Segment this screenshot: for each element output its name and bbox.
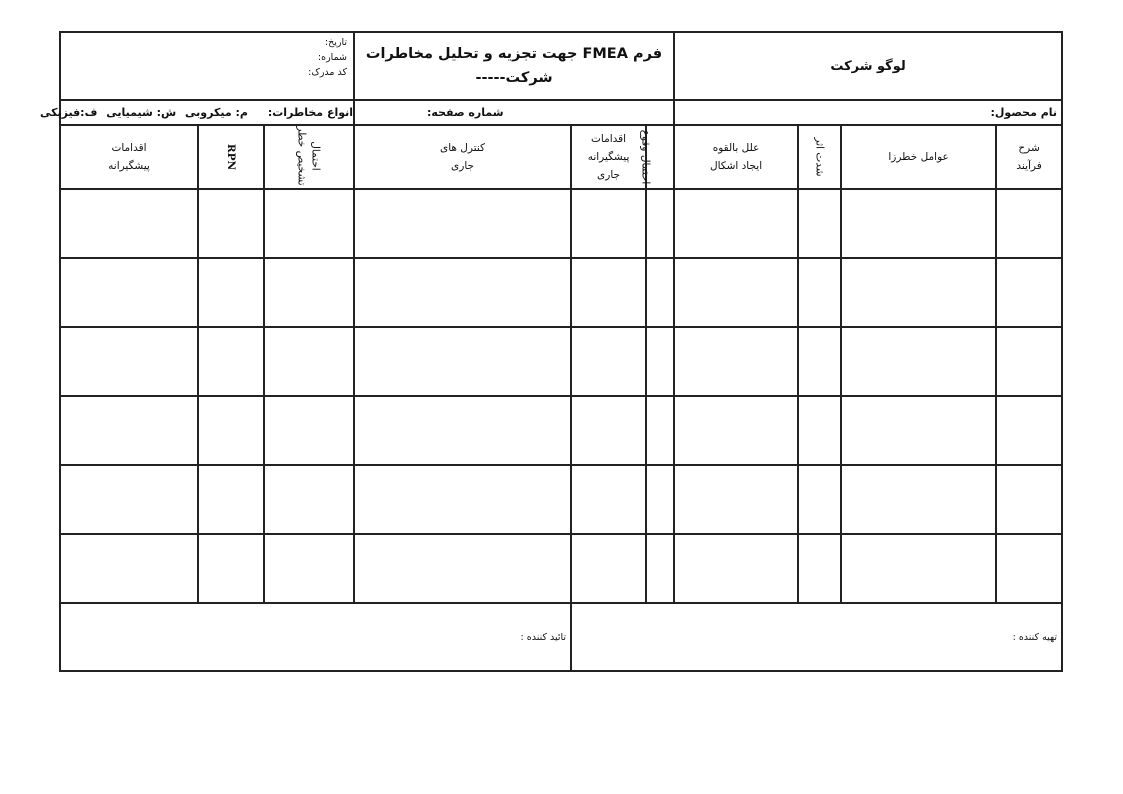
table-cell[interactable]	[798, 465, 841, 534]
col-rpn: RPN	[198, 125, 264, 189]
table-cell[interactable]	[841, 465, 996, 534]
table-cell[interactable]	[60, 534, 198, 603]
table-cell[interactable]	[198, 396, 264, 465]
product-name-cell	[674, 100, 1062, 125]
prepared-by-cell[interactable]	[571, 603, 1062, 671]
table-cell[interactable]	[996, 396, 1062, 465]
table-cell[interactable]	[198, 465, 264, 534]
col-severity: شدت اثر	[798, 125, 841, 189]
table-cell[interactable]	[571, 258, 646, 327]
table-cell[interactable]	[841, 189, 996, 258]
table-cell[interactable]	[674, 396, 798, 465]
table-row	[60, 189, 1062, 258]
table-cell[interactable]	[674, 465, 798, 534]
table-cell[interactable]	[198, 189, 264, 258]
col-hazard-factors: عوامل خطرزا	[841, 125, 996, 189]
doc-code-label: کد مدرک:	[308, 67, 348, 78]
table-cell[interactable]	[646, 189, 674, 258]
hazard-types-label: انواع مخاطرات:	[267, 106, 354, 119]
col-detection: احتمال تشخیص خطر	[264, 125, 354, 189]
company-name-line: شرکت-----	[475, 70, 553, 86]
document-info-cell	[60, 32, 354, 100]
table-cell[interactable]	[60, 327, 198, 396]
table-cell[interactable]	[264, 396, 354, 465]
table-cell[interactable]	[996, 534, 1062, 603]
col-potential-causes: علل بالقوه ایجاد اشکال	[674, 125, 798, 189]
approved-by-label: تائید کننده :	[520, 631, 567, 643]
table-cell[interactable]	[646, 534, 674, 603]
form-title: فرم FMEA جهت تجزیه و تحلیل مخاطرات	[365, 46, 663, 62]
date-label: تاریخ:	[324, 37, 348, 48]
table-cell[interactable]	[571, 327, 646, 396]
table-cell[interactable]	[354, 465, 571, 534]
table-row	[60, 396, 1062, 465]
col-current-preventive: اقدامات پیشگیرانه جاری	[571, 125, 646, 189]
table-cell[interactable]	[264, 327, 354, 396]
table-cell[interactable]	[798, 534, 841, 603]
table-cell[interactable]	[996, 189, 1062, 258]
col-process-description: شرح فرآیند	[996, 125, 1062, 189]
table-cell[interactable]	[798, 189, 841, 258]
table-cell[interactable]	[571, 189, 646, 258]
table-cell[interactable]	[674, 189, 798, 258]
table-cell[interactable]	[646, 396, 674, 465]
hazard-chemical: ش: شیمیایی	[106, 106, 177, 119]
table-cell[interactable]	[354, 327, 571, 396]
table-cell[interactable]	[798, 258, 841, 327]
table-cell[interactable]	[264, 189, 354, 258]
table-cell[interactable]	[798, 396, 841, 465]
table-cell[interactable]	[60, 396, 198, 465]
page-number-label: شماره صفحه:	[427, 106, 504, 119]
table-cell[interactable]	[841, 258, 996, 327]
table-cell[interactable]	[571, 465, 646, 534]
table-cell[interactable]	[646, 327, 674, 396]
table-cell[interactable]	[571, 396, 646, 465]
table-cell[interactable]	[798, 327, 841, 396]
table-cell[interactable]	[60, 258, 198, 327]
col-preventive-actions: اقدامات پیشگیرانه	[60, 125, 198, 189]
table-cell[interactable]	[264, 465, 354, 534]
hazard-types-cell	[39, 100, 354, 125]
table-cell[interactable]	[354, 396, 571, 465]
table-cell[interactable]	[841, 534, 996, 603]
company-logo-cell	[674, 32, 1062, 100]
table-cell[interactable]	[264, 258, 354, 327]
page-number-cell	[354, 100, 674, 125]
table-cell[interactable]	[354, 189, 571, 258]
table-cell[interactable]	[674, 327, 798, 396]
form-title-cell	[354, 32, 674, 100]
table-cell[interactable]	[571, 534, 646, 603]
table-cell[interactable]	[198, 258, 264, 327]
col-occurrence: احتمال وقوع	[646, 125, 674, 189]
table-row	[60, 534, 1062, 603]
table-cell[interactable]	[60, 465, 198, 534]
table-cell[interactable]	[996, 327, 1062, 396]
table-cell[interactable]	[264, 534, 354, 603]
number-label: شماره:	[317, 52, 348, 63]
prepared-by-label: تهیه کننده :	[1012, 631, 1058, 643]
table-cell[interactable]	[646, 465, 674, 534]
table-cell[interactable]	[198, 534, 264, 603]
hazard-physical: ف:فیزیکی	[39, 106, 98, 119]
table-row	[60, 327, 1062, 396]
table-cell[interactable]	[996, 465, 1062, 534]
table-cell[interactable]	[354, 534, 571, 603]
col-current-controls: کنترل های جاری	[354, 125, 571, 189]
table-row	[60, 258, 1062, 327]
table-row	[60, 465, 1062, 534]
fmea-table	[39, 31, 1063, 672]
hazard-microbial: م: میکروبی	[185, 106, 248, 119]
table-cell[interactable]	[841, 327, 996, 396]
approved-by-cell[interactable]	[60, 603, 571, 671]
company-logo-text: لوگو شرکت	[830, 58, 906, 74]
table-cell[interactable]	[646, 258, 674, 327]
product-name-label: نام محصول:	[990, 106, 1058, 119]
fmea-form	[39, 31, 1061, 672]
table-cell[interactable]	[674, 534, 798, 603]
table-cell[interactable]	[60, 189, 198, 258]
table-cell[interactable]	[354, 258, 571, 327]
table-cell[interactable]	[996, 258, 1062, 327]
table-cell[interactable]	[674, 258, 798, 327]
table-cell[interactable]	[198, 327, 264, 396]
table-cell[interactable]	[841, 396, 996, 465]
